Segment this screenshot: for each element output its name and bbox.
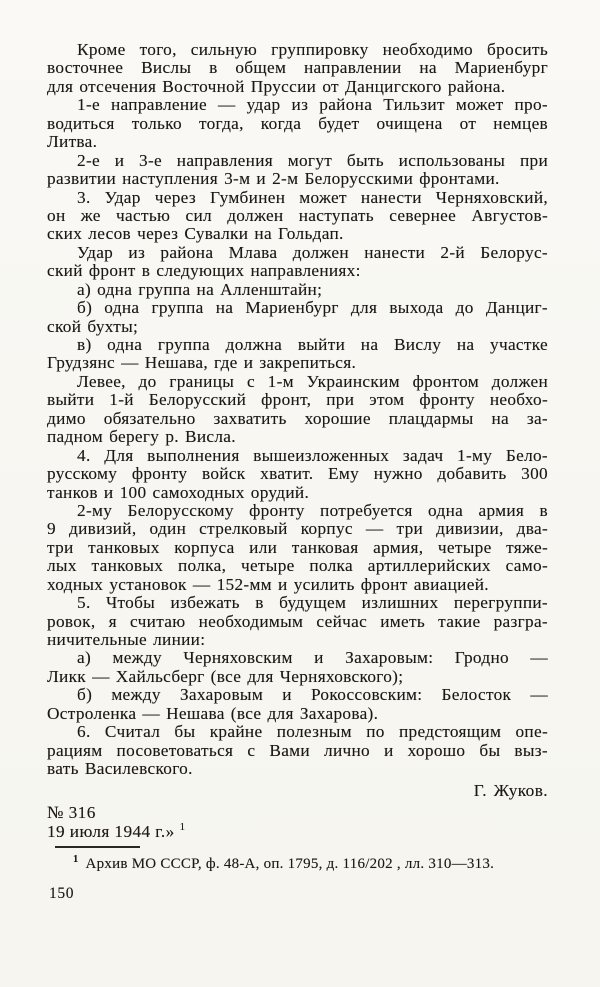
text-line: русскому фронту войск хватит. Ему нужно добавить 300 — [47, 464, 548, 484]
text-line: танков и 100 самоходных орудий. — [47, 482, 310, 502]
text-line: димо обязательно захватить хорошие плацдармы на за- — [47, 408, 548, 428]
text-line: выйти 1-й Белорусский фронт, при этом фронту необхо- — [47, 390, 548, 410]
document-date — [47, 822, 548, 841]
text-line: 4. Для выполнения вышеизложенных задач 1-му Бело- — [77, 445, 548, 465]
text-line: Литва. — [47, 132, 98, 152]
text-line: Грудзянс — Нешава, где и закрепиться. — [47, 353, 357, 373]
text-line: Удар из района Млава должен нанести 2-й Белорус- — [77, 242, 548, 262]
text-line: лых танковых полка, четыре полка артиллерийских само- — [47, 556, 548, 576]
page-content — [47, 41, 548, 902]
book-page — [0, 41, 600, 987]
text-line: в) одна группа должна выйти на Вислу на участке — [77, 335, 548, 354]
text-line: ской бухты; — [47, 316, 139, 336]
document-date-text: 19 июля 1944 г.» — [47, 821, 175, 841]
footnote-reference-mark: 1 — [179, 820, 186, 833]
text-line: Кроме того, сильную группировку необходимо бросить — [77, 40, 548, 59]
document-body — [47, 41, 548, 779]
text-line: ский фронт в следующих направлениях: — [47, 261, 361, 281]
text-line: б) между Захаровым и Рокоссовским: Белосток — — [77, 685, 548, 705]
text-line: рациям посоветоваться с Вами лично и хорошо бы выз- — [47, 740, 548, 760]
signature: Г. Жуков. — [473, 780, 548, 800]
footnote-text: Архив МО СССР, ф. 48-А, оп. 1795, д. 116/202 , лл. 310—313. — [85, 855, 495, 872]
text-line: ничительные линии: — [47, 630, 206, 649]
footnote-mark: 1 — [73, 853, 79, 865]
text-line: водиться только тогда, когда будет очищена от немцев — [47, 113, 548, 133]
text-line: Левее, до границы с 1-м Украинским фронтом должен — [77, 371, 548, 391]
text-line: Ликк — Хайльсберг (все для Черняховского); — [47, 666, 404, 686]
text-line: 2-му Белорусскому фронту потребуется одна армия в — [77, 500, 548, 520]
text-line: развитии наступления 3-м и 2-м Белорусскими фронтами. — [47, 169, 500, 189]
text-line: вать Василевского. — [47, 759, 193, 779]
page-number: 150 — [49, 884, 75, 902]
text-line: он же частью сил должен наступать севернее Августов- — [47, 205, 548, 225]
footnote — [47, 855, 548, 873]
text-line: а) между Черняховским и Захаровым: Гродно — — [77, 648, 548, 668]
text-line: восточнее Вислы в общем направлении на Мариенбург — [47, 58, 548, 78]
text-line: три танковых корпуса или танковая армия, четыре тяже- — [47, 537, 548, 557]
text-line: б) одна группа на Мариенбург для выхода до Данциг- — [77, 298, 548, 318]
text-line: ских лесов через Сувалки на Гольдап. — [47, 224, 344, 244]
text-line: 9 дивизий, один стрелковый корпус — три дивизии, два- — [47, 519, 548, 539]
text-line: 5. Чтобы избежать в будущем излишних перегруппи- — [77, 593, 548, 613]
footnote-divider — [55, 846, 140, 848]
text-line: 6. Считал бы крайне полезным по предстоящим опе- — [77, 722, 548, 742]
text-line: ходных установок — 152-мм и усилить фронт авиацией. — [47, 574, 489, 594]
text-line: для отсечения Восточной Пруссии от Данцигского района. — [47, 76, 506, 96]
text-line: 2-е и 3-е направления могут быть использованы при — [77, 150, 548, 170]
text-line: 3. Удар через Гумбинен может нанести Черняховский, — [77, 187, 548, 207]
text-line: падном берегу р. Висла. — [47, 427, 236, 447]
text-line: а) одна группа на Алленштайн; — [77, 279, 323, 299]
text-line: Остроленка — Нешава (все для Захарова). — [47, 703, 379, 723]
document-number: № 316 — [47, 802, 96, 822]
text-line: ровок, я считаю необходимым сейчас иметь такие разгра- — [47, 611, 548, 631]
text-line: 1-е направление — удар из района Тильзит может про- — [77, 95, 548, 115]
